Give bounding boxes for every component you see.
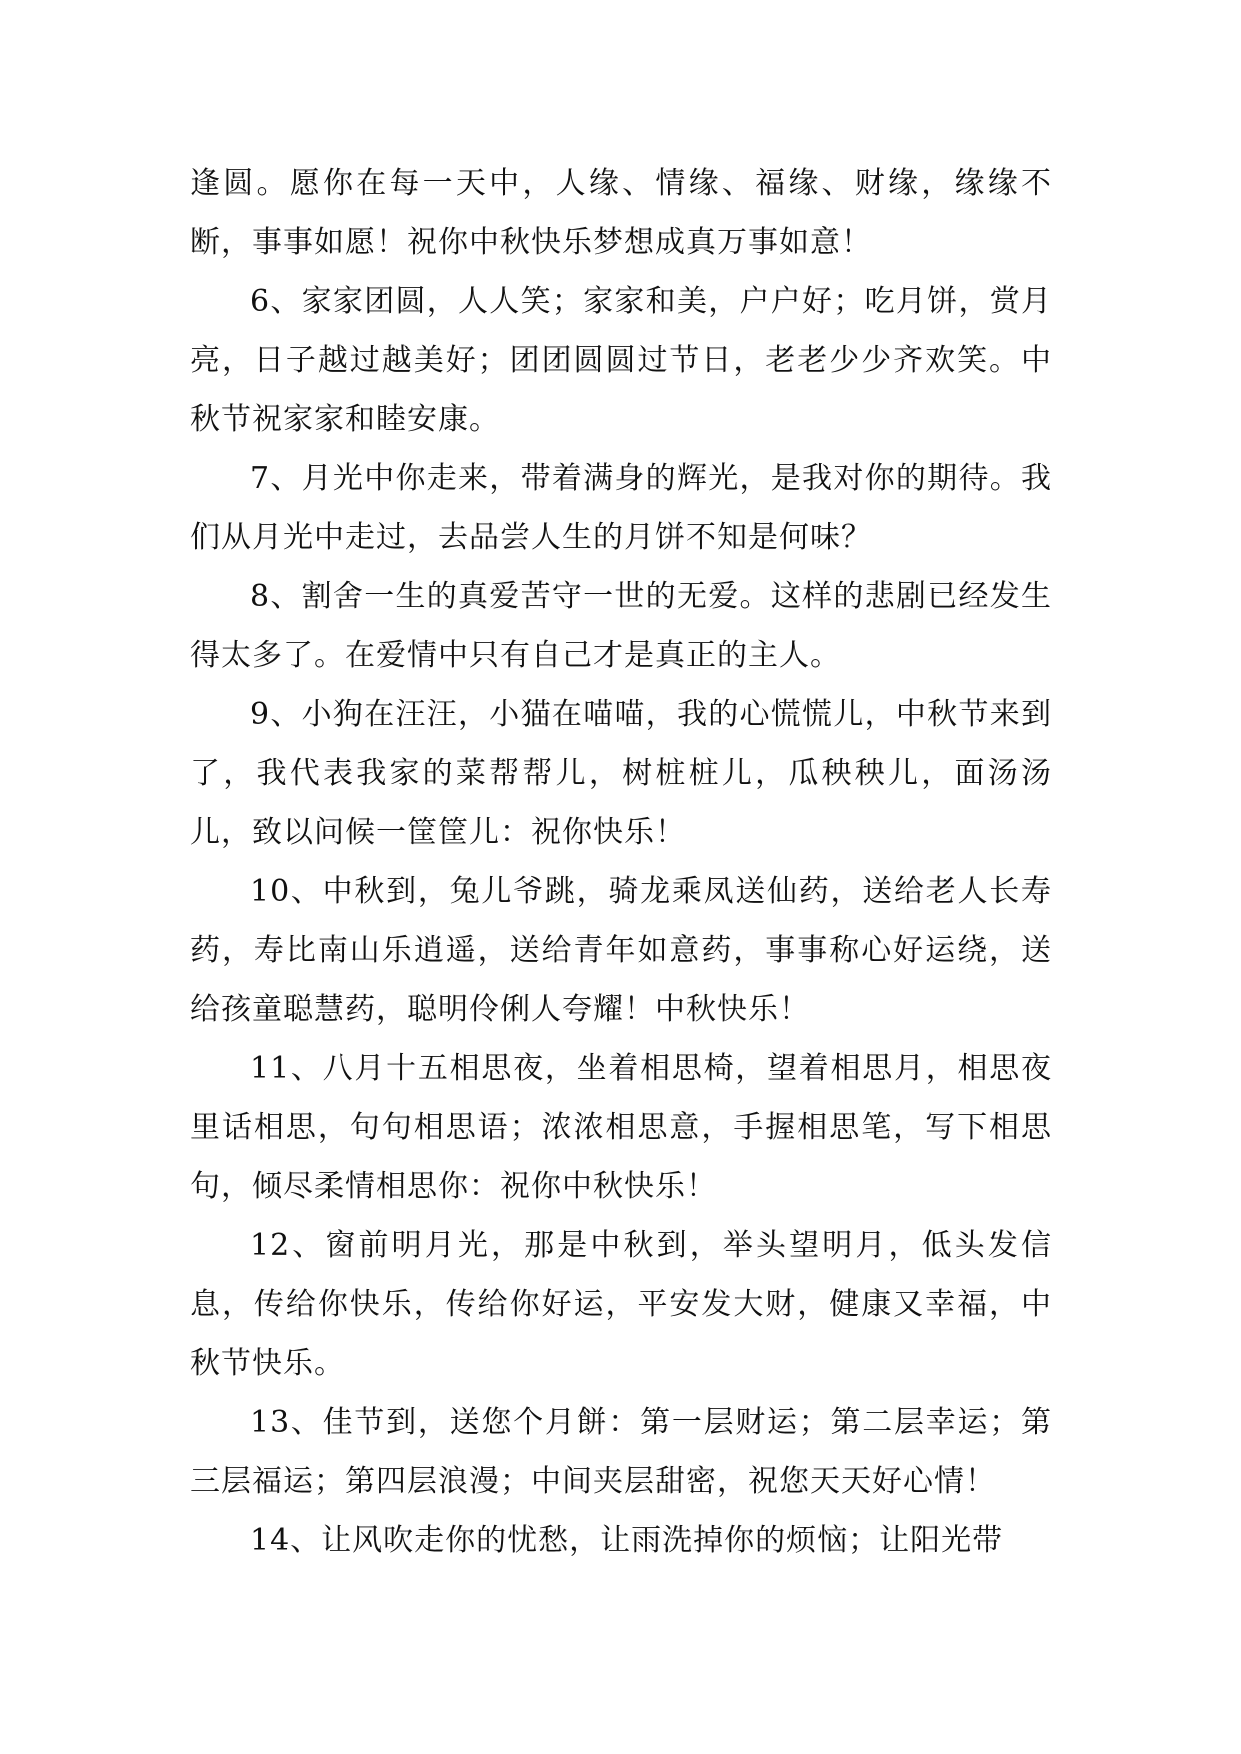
paragraph-8: 8、割舍一生的真爱苦守一世的无爱。这样的悲剧已经发生得太多了。在爱情中只有自己才是真正的主人。 [190, 579, 1052, 673]
paragraph-11: 11、八月十五相思夜，坐着相思椅，望着相思月，相思夜里话相思，句句相思语；浓浓相思意，手握相思笔，写下相思句，倾尽柔情相思你：祝你中秋快乐！ [190, 1051, 1052, 1204]
paragraph-continuation: 逢圆。愿你在每一天中，人缘、情缘、福缘、财缘，缘缘不断，事事如愿！祝你中秋快乐梦想成真万事如意！ [190, 166, 1052, 260]
paragraph-10: 10、中秋到，兔儿爷跳，骑龙乘凤送仙药，送给老人长寿药，寿比南山乐逍遥，送给青年如意药，事事称心好运绕，送给孩童聪慧药，聪明伶俐人夸耀！中秋快乐！ [190, 874, 1052, 1027]
paragraph-14: 14、让风吹走你的忧愁，让雨洗掉你的烦恼；让阳光带 [250, 1523, 1004, 1558]
paragraph-7: 7、月光中你走来，带着满身的辉光，是我对你的期待。我们从月光中走过，去品尝人生的月饼不知是何味？ [190, 461, 1052, 555]
document-page [190, 154, 1052, 1570]
paragraph-9: 9、小狗在汪汪，小猫在喵喵，我的心慌慌儿，中秋节来到了，我代表我家的菜帮帮儿，树桩桩儿，瓜秧秧儿，面汤汤儿，致以问候一筐筐儿：祝你快乐！ [190, 697, 1052, 850]
paragraph-6: 6、家家团圆，人人笑；家家和美，户户好；吃月饼，赏月亮，日子越过越美好；团团圆圆过节日，老老少少齐欢笑。中秋节祝家家和睦安康。 [190, 284, 1052, 437]
paragraph-13: 13、佳节到，送您个月餅：第一层财运；第二层幸运；第三层福运；第四层浪漫；中间夹层甜密，祝您天天好心情！ [190, 1405, 1052, 1499]
paragraph-12: 12、窗前明月光，那是中秋到，举头望明月，低头发信息，传给你快乐，传给你好运，平安发大财，健康又幸福，中秋节快乐。 [190, 1228, 1052, 1381]
